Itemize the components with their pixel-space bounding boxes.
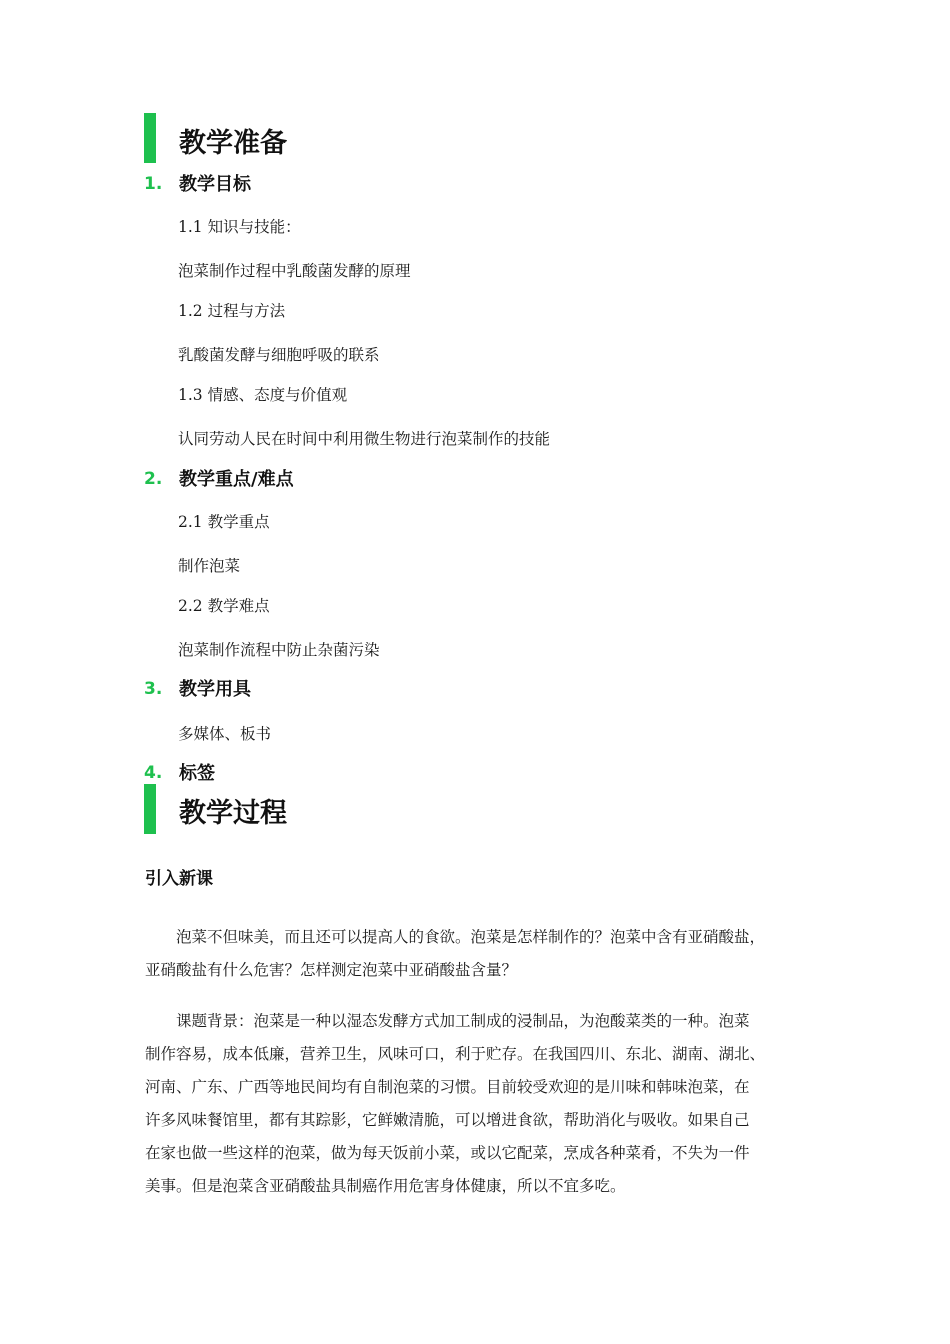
section-title: 教学准备	[179, 128, 287, 159]
paragraph-line: 在家也做一些这样的泡菜，做为每天饭前小菜，或以它配菜，烹成各种菜肴，不失为一件	[145, 1144, 750, 1162]
paragraph-line: 美事。但是泡菜含亚硝酸盐具制癌作用危害身体健康，所以不宜多吃。	[145, 1177, 626, 1195]
text-line: 2.1 教学重点	[178, 513, 270, 531]
text-line: 制作泡菜	[178, 557, 241, 575]
paragraph-line: 许多风味餐馆里，都有其踪影，它鲜嫩清脆，可以增进食欲，帮助消化与吸收。如果自己	[145, 1111, 750, 1129]
section-accent-bar	[144, 113, 156, 163]
item-title: 标签	[179, 763, 215, 784]
item-number: 4.	[144, 763, 163, 783]
item-title: 教学用具	[179, 679, 251, 700]
text-line: 多媒体、板书	[178, 725, 272, 743]
text-line: 泡菜制作过程中乳酸菌发酵的原理	[178, 262, 411, 280]
sub-heading: 引入新课	[145, 869, 213, 889]
item-number: 1.	[144, 174, 163, 194]
section-accent-bar	[144, 784, 156, 834]
section-title: 教学过程	[179, 798, 287, 829]
text-line: 2.2 教学难点	[178, 597, 270, 615]
text-line: 泡菜制作流程中防止杂菌污染	[178, 641, 380, 659]
text-line: 1.3 情感、态度与价值观	[178, 386, 348, 404]
paragraph	[145, 921, 810, 987]
text-line: 乳酸菌发酵与细胞呼吸的联系	[178, 346, 380, 364]
item-number: 2.	[144, 469, 163, 489]
paragraph-line: 亚硝酸盐有什么危害？怎样测定泡菜中亚硝酸盐含量？	[145, 961, 518, 979]
paragraph-line: 泡菜不但味美，而且还可以提高人的食欲。泡菜是怎样制作的？泡菜中含有亚硝酸盐，	[145, 928, 766, 946]
text-line: 1.2 过程与方法	[178, 302, 286, 320]
paragraph	[145, 1005, 810, 1203]
item-title: 教学重点/难点	[179, 469, 294, 490]
paragraph-line: 河南、广东、广西等地民间均有自制泡菜的习惯。目前较受欢迎的是川味和韩味泡菜，在	[145, 1078, 750, 1096]
text-line: 1.1 知识与技能：	[178, 218, 301, 236]
item-title: 教学目标	[179, 174, 251, 195]
item-number: 3.	[144, 679, 163, 699]
paragraph-line: 制作容易，成本低廉，营养卫生，风味可口，利于贮存。在我国四川、东北、湖南、湖北、	[145, 1045, 766, 1063]
text-line: 认同劳动人民在时间中利用微生物进行泡菜制作的技能	[178, 430, 551, 448]
paragraph-line: 课题背景：泡菜是一种以湿态发酵方式加工制成的浸制品，为泡酸菜类的一种。泡菜	[145, 1012, 750, 1030]
